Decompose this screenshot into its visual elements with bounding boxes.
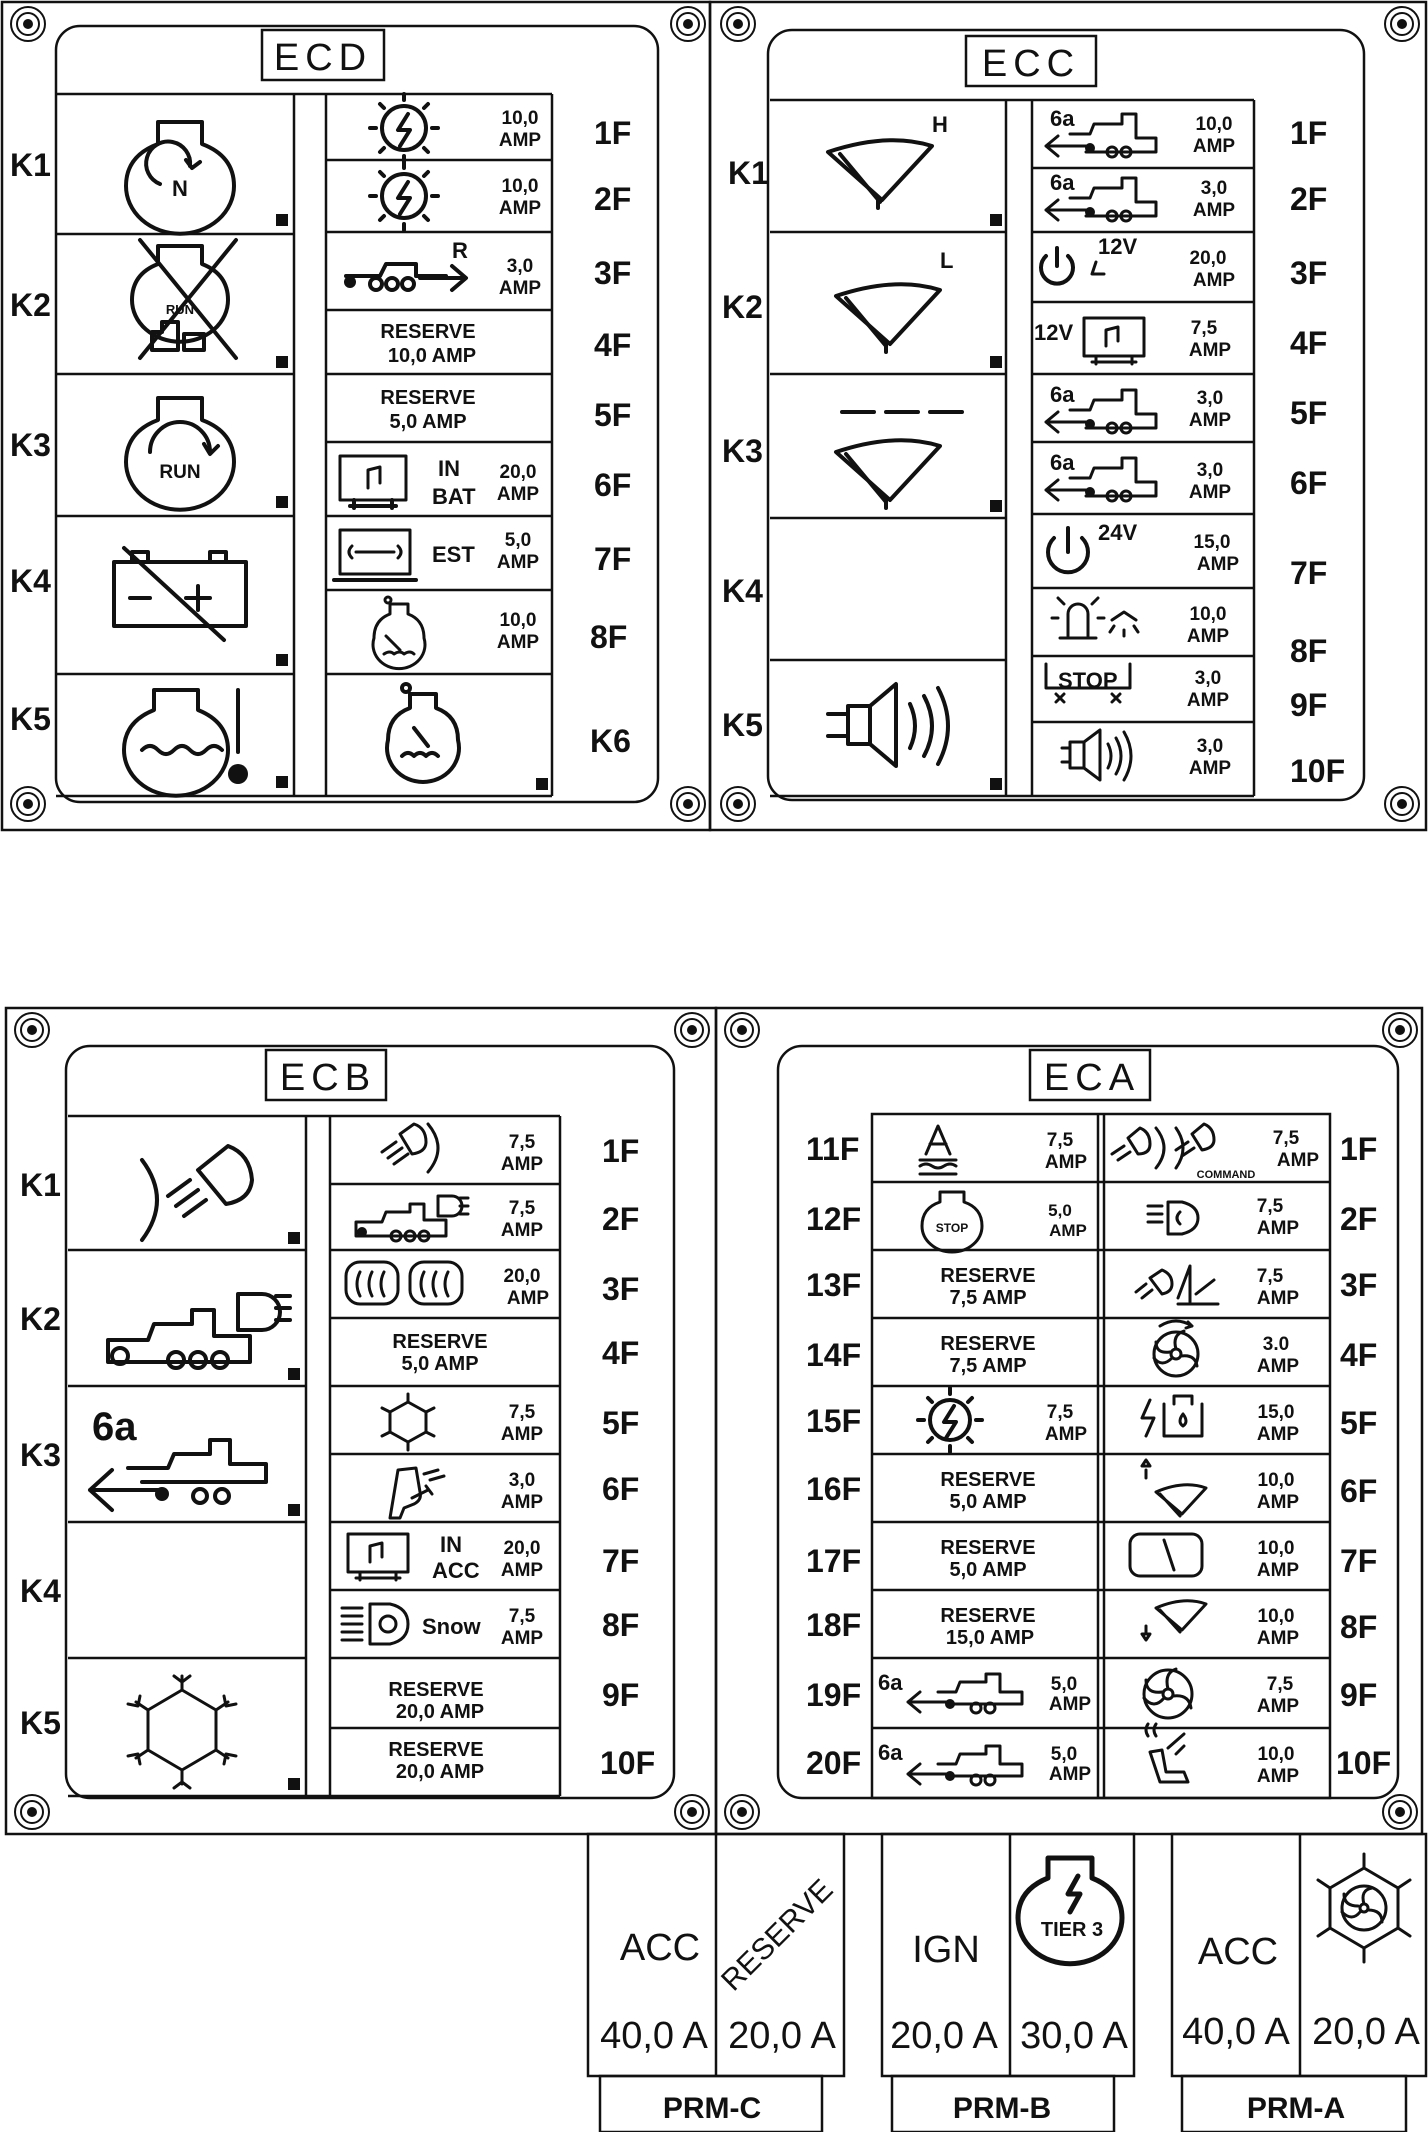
relay-label: K5	[20, 1705, 61, 1741]
svg-text:20,0 AMP: 20,0 AMP	[395, 1701, 485, 1723]
svg-text:30,0 A: 30,0 A	[1020, 2015, 1128, 2057]
svg-text:ACC: ACC	[432, 1558, 480, 1583]
svg-text:AMP: AMP	[1256, 1560, 1300, 1581]
fuse-label: 4F	[594, 327, 632, 363]
svg-text:3.0: 3.0	[1262, 1334, 1290, 1355]
svg-text:7,5: 7,5	[1256, 1266, 1284, 1287]
horn-icon	[1062, 730, 1131, 780]
engine-no-run-icon	[132, 240, 236, 358]
fuse-label: 3F	[1340, 1267, 1378, 1303]
relay-label: K3	[20, 1437, 61, 1473]
svg-text:AMP: AMP	[1192, 200, 1236, 221]
svg-text:20,0 A: 20,0 A	[1312, 2011, 1420, 2053]
svg-text:AMP: AMP	[1188, 758, 1232, 779]
svg-text:6a: 6a	[878, 1670, 903, 1695]
svg-text:6a: 6a	[1050, 106, 1075, 131]
relay-label: K4	[722, 573, 763, 609]
fuse-label: 5F	[594, 397, 632, 433]
fuse-label: 2F	[602, 1201, 640, 1237]
svg-text:3,0: 3,0	[1194, 668, 1222, 689]
svg-text:RESERVE: RESERVE	[388, 1739, 484, 1761]
svg-text:AMP: AMP	[496, 552, 540, 573]
svg-text:AMP: AMP	[498, 130, 542, 151]
svg-text:AMP: AMP	[1276, 1150, 1320, 1171]
alternator-icon	[918, 1388, 982, 1452]
fuse-label: 6F	[602, 1471, 640, 1507]
svg-text:AMP: AMP	[496, 632, 540, 653]
fuse-label: 4F	[1340, 1337, 1378, 1373]
svg-text:7,5: 7,5	[508, 1606, 536, 1627]
fuse-label: 5F	[1340, 1405, 1378, 1441]
fuse-label: 8F	[590, 619, 628, 655]
svg-text:RESERVE: RESERVE	[940, 1605, 1036, 1627]
svg-text:AMP: AMP	[1192, 136, 1236, 157]
svg-text:AMP: AMP	[1186, 690, 1230, 711]
fuse-label: 10F	[1290, 753, 1346, 789]
svg-text:7,5 AMP: 7,5 AMP	[949, 1355, 1027, 1377]
front-washer-icon	[1142, 1460, 1206, 1516]
svg-text:7,5: 7,5	[508, 1402, 536, 1423]
svg-text:3,0: 3,0	[1196, 388, 1224, 409]
command-lights-icon	[1112, 1124, 1214, 1168]
svg-text:AMP: AMP	[500, 1154, 544, 1175]
fuse-label: 16F	[806, 1471, 862, 1507]
svg-text:AMP: AMP	[500, 1220, 544, 1241]
prm-c	[588, 1834, 844, 2132]
horn-icon	[828, 684, 948, 766]
svg-text:N: N	[172, 176, 188, 201]
svg-text:IN: IN	[438, 456, 460, 481]
svg-text:10,0: 10,0	[501, 176, 539, 197]
svg-text:RESERVE: RESERVE	[940, 1333, 1036, 1355]
svg-text:10,0: 10,0	[1195, 114, 1233, 135]
svg-text:7,5: 7,5	[1190, 318, 1218, 339]
svg-text:10,0: 10,0	[501, 108, 539, 129]
machine-light-icon	[356, 1196, 468, 1241]
svg-text:20,0: 20,0	[1189, 248, 1227, 269]
work-light-icon	[142, 1146, 252, 1240]
wiper-intermittent-icon	[836, 412, 962, 508]
relay-label: K3	[722, 433, 763, 469]
svg-text:15,0: 15,0	[1257, 1402, 1295, 1423]
svg-text:BAT: BAT	[432, 484, 476, 509]
fuse-label: 6F	[594, 467, 632, 503]
engine-fluid-icon	[387, 684, 459, 782]
battery-disconnect-icon	[114, 548, 246, 640]
svg-text:TIER 3: TIER 3	[1040, 1919, 1104, 1941]
boom-light-icon	[1136, 1266, 1218, 1304]
svg-text:6a: 6a	[1050, 382, 1075, 407]
fan-icon	[1144, 1669, 1192, 1718]
6a-machine-icon	[908, 1674, 1022, 1785]
svg-text:20,0: 20,0	[503, 1538, 541, 1559]
svg-text:7,5: 7,5	[1046, 1402, 1074, 1423]
relay-label: K2	[20, 1301, 61, 1337]
svg-text:5,0: 5,0	[1050, 1674, 1078, 1695]
fuse-label: 1F	[594, 115, 632, 151]
fuse-label: 7F	[594, 541, 632, 577]
fuse-label: 7F	[602, 1543, 640, 1579]
svg-text:RUN: RUN	[159, 462, 201, 483]
svg-text:AMP: AMP	[1049, 1221, 1087, 1240]
fuse-label: 9F	[602, 1677, 640, 1713]
relay-label: K2	[722, 289, 763, 325]
svg-text:3,0: 3,0	[1200, 178, 1228, 199]
svg-text:5,0: 5,0	[504, 530, 532, 551]
relay-label: K3	[10, 427, 51, 463]
svg-text:10,0: 10,0	[1257, 1606, 1295, 1627]
prm-label: PRM-B	[952, 2092, 1052, 2125]
fuse-label: 1F	[1340, 1131, 1378, 1167]
svg-text:Snow: Snow	[422, 1614, 481, 1639]
svg-text:RESERVE: RESERVE	[388, 1679, 484, 1701]
relay-label: K2	[10, 287, 51, 323]
fuse-label: 20F	[806, 1745, 862, 1781]
relay-label: K1	[20, 1167, 61, 1203]
relay-label: K5	[722, 707, 763, 743]
power-24v-icon	[1048, 528, 1088, 572]
relay-label: K1	[10, 147, 51, 183]
reverse-machine-icon	[344, 264, 466, 290]
panel-ecb	[6, 1008, 716, 1834]
svg-text:5,0 AMP: 5,0 AMP	[389, 411, 467, 433]
wiper-high-icon	[828, 140, 932, 208]
svg-text:7,5 AMP: 7,5 AMP	[949, 1287, 1027, 1309]
svg-text:AMP: AMP	[500, 1424, 544, 1445]
svg-text:12V: 12V	[1098, 234, 1138, 259]
diagnostic-icon	[334, 530, 416, 580]
svg-text:AMP: AMP	[500, 1492, 544, 1513]
fuse-label: 11F	[806, 1131, 860, 1167]
svg-text:15,0: 15,0	[1193, 532, 1231, 553]
fuse-label: 5F	[602, 1405, 640, 1441]
svg-text:RESERVE: RESERVE	[940, 1469, 1036, 1491]
fuse-label: 1F	[602, 1133, 640, 1169]
fuse-label: 7F	[1340, 1543, 1378, 1579]
svg-text:AMP: AMP	[1044, 1424, 1088, 1445]
svg-text:7,5: 7,5	[1256, 1196, 1284, 1217]
svg-text:12V: 12V	[1034, 320, 1074, 345]
coolant-temperature-icon	[124, 690, 248, 796]
svg-text:ACC: ACC	[619, 1927, 701, 1969]
svg-text:EST: EST	[432, 542, 475, 567]
svg-text:10,0: 10,0	[1257, 1744, 1295, 1765]
svg-text:STOP: STOP	[935, 1221, 969, 1235]
svg-text:10,0: 10,0	[1189, 604, 1227, 625]
svg-text:AMP: AMP	[1256, 1218, 1300, 1239]
svg-text:RESERVE: RESERVE	[940, 1265, 1036, 1287]
svg-text:3,0: 3,0	[506, 256, 534, 277]
svg-text:10,0 AMP: 10,0 AMP	[387, 345, 477, 367]
prm-label: PRM-C	[662, 2092, 762, 2125]
svg-text:IN: IN	[440, 1532, 462, 1557]
fuse-label: 3F	[594, 255, 632, 291]
rear-washer-icon	[1142, 1601, 1206, 1640]
fuse-label: 17F	[806, 1543, 862, 1579]
fuse-table	[1032, 100, 1345, 796]
svg-text:RESERVE: RESERVE	[940, 1537, 1036, 1559]
svg-text:AMP: AMP	[1256, 1356, 1300, 1377]
svg-text:COMMAND: COMMAND	[1196, 1169, 1256, 1181]
svg-text:7,5: 7,5	[508, 1132, 536, 1153]
svg-text:AMP: AMP	[1188, 340, 1232, 361]
relay-label: K5	[10, 701, 51, 737]
seat-icon	[390, 1468, 444, 1518]
defrost-icon	[346, 1262, 462, 1304]
svg-text:AMP: AMP	[498, 278, 542, 299]
svg-text:AMP: AMP	[496, 484, 540, 505]
fuse-label: 3F	[1290, 255, 1328, 291]
ac-fan-icon	[1318, 1854, 1410, 1962]
svg-text:RESERVE: RESERVE	[380, 321, 476, 343]
fuse-label: 7F	[1290, 555, 1328, 591]
heated-seat-icon	[1146, 1724, 1188, 1782]
svg-text:6a: 6a	[878, 1740, 903, 1765]
svg-text:AMP: AMP	[1192, 270, 1236, 291]
relay-label: K1	[728, 155, 769, 191]
fuse-label: 9F	[1290, 687, 1328, 723]
svg-text:AMP: AMP	[1256, 1696, 1300, 1717]
relay-label: K4	[20, 1573, 61, 1609]
prm-label: PRM-A	[1246, 2092, 1346, 2125]
svg-text:AMP: AMP	[1188, 410, 1232, 431]
svg-text:ACC: ACC	[1197, 1931, 1279, 1973]
svg-text:7,5: 7,5	[1272, 1128, 1300, 1149]
svg-text:IGN: IGN	[912, 1929, 980, 1971]
panel-title: ECA	[1043, 1057, 1141, 1099]
svg-text:10,0: 10,0	[499, 610, 537, 631]
svg-text:AMP: AMP	[506, 1288, 550, 1309]
fan-reverse-icon	[1154, 1321, 1198, 1376]
fuse-label: 1F	[1290, 115, 1328, 151]
svg-text:6a: 6a	[1050, 170, 1075, 195]
alternator-icon	[370, 94, 438, 230]
fuse-label: K6	[590, 723, 631, 759]
fuse-label: 2F	[594, 181, 632, 217]
svg-text:AMP: AMP	[1048, 1694, 1092, 1715]
svg-text:5,0: 5,0	[1048, 1201, 1072, 1220]
fuse-label: 15F	[806, 1403, 862, 1439]
fuse-table	[330, 1116, 655, 1796]
pressure-warning-icon	[920, 1126, 956, 1174]
fuse-label: 8F	[1340, 1609, 1378, 1645]
svg-text:RESERVE: RESERVE	[392, 1331, 488, 1353]
svg-text:AMP: AMP	[1044, 1152, 1088, 1173]
radio-icon	[340, 456, 406, 508]
engine-run-icon	[126, 398, 234, 510]
fuse-label: 19F	[806, 1677, 862, 1713]
svg-text:AMP: AMP	[1186, 626, 1230, 647]
panel-ecc	[710, 2, 1426, 830]
svg-text:6a: 6a	[92, 1405, 137, 1449]
radio-icon	[348, 1534, 408, 1580]
svg-text:AMP: AMP	[500, 1628, 544, 1649]
svg-text:5,0 AMP: 5,0 AMP	[949, 1559, 1027, 1581]
svg-text:RESERVE: RESERVE	[380, 387, 476, 409]
fuse-label: 10F	[1336, 1745, 1392, 1781]
svg-text:3,0: 3,0	[508, 1470, 536, 1491]
svg-text:5,0 AMP: 5,0 AMP	[949, 1491, 1027, 1513]
prm-a	[1172, 1834, 1426, 2132]
radio-12v-icon	[1084, 318, 1144, 364]
fuse-label: 8F	[1290, 633, 1328, 669]
fuse-label: 2F	[1290, 181, 1328, 217]
svg-text:AMP: AMP	[1048, 1764, 1092, 1785]
work-light-icon	[382, 1124, 438, 1172]
svg-text:RESERVE: RESERVE	[715, 1873, 840, 1998]
panel-ecd	[2, 2, 710, 830]
wiper-low-icon	[836, 284, 940, 352]
fuse-label: 4F	[602, 1335, 640, 1371]
svg-text:3,0: 3,0	[1196, 460, 1224, 481]
svg-text:5,0: 5,0	[1050, 1744, 1078, 1765]
fuse-label: 12F	[806, 1201, 862, 1237]
fuse-label: 10F	[600, 1745, 656, 1781]
fuse-label: 4F	[1290, 325, 1328, 361]
svg-text:AMP: AMP	[1188, 482, 1232, 503]
power-12v-icon	[1041, 248, 1104, 284]
fuse-label: 6F	[1290, 465, 1328, 501]
snowflake-icon	[128, 1676, 236, 1788]
fuse-label: 8F	[602, 1607, 640, 1643]
rear-wiper-icon	[1130, 1534, 1202, 1576]
svg-text:20,0: 20,0	[503, 1266, 541, 1287]
fuse-label: 5F	[1290, 395, 1328, 431]
fuel-pump-icon	[1142, 1396, 1202, 1436]
svg-text:AMP: AMP	[498, 198, 542, 219]
relay-label: K4	[10, 563, 51, 599]
svg-text:20,0 AMP: 20,0 AMP	[395, 1761, 485, 1783]
panel-title: ECC	[981, 43, 1081, 85]
fuse-label: 9F	[1340, 1677, 1378, 1713]
svg-text:R: R	[452, 238, 468, 263]
svg-text:AMP: AMP	[1196, 554, 1240, 575]
fuse-label: 3F	[602, 1271, 640, 1307]
svg-text:40,0 A: 40,0 A	[1182, 2011, 1290, 2053]
svg-text:15,0 AMP: 15,0 AMP	[945, 1627, 1035, 1649]
prm-b	[882, 1834, 1134, 2132]
svg-text:20,0 A: 20,0 A	[728, 2015, 836, 2057]
svg-text:10,0: 10,0	[1257, 1470, 1295, 1491]
fuse-table	[326, 94, 631, 796]
engine-fluid-icon	[373, 597, 425, 669]
headlight-icon	[1148, 1202, 1198, 1234]
svg-text:AMP: AMP	[1256, 1492, 1300, 1513]
svg-text:24V: 24V	[1098, 520, 1138, 545]
svg-text:AMP: AMP	[1256, 1288, 1300, 1309]
engine-tier3-icon	[1018, 1858, 1122, 1964]
svg-text:STOP: STOP	[1058, 668, 1118, 693]
svg-text:20,0: 20,0	[499, 462, 537, 483]
panel-title: ECD	[273, 37, 373, 79]
fuse-label: 14F	[806, 1337, 862, 1373]
svg-text:7,5: 7,5	[1266, 1674, 1294, 1695]
6a-machine-icon	[90, 1440, 266, 1510]
panel-eca	[716, 1008, 1422, 1834]
svg-text:10,0: 10,0	[1257, 1538, 1295, 1559]
svg-text:AMP: AMP	[500, 1560, 544, 1581]
beacon-icon	[1052, 598, 1138, 638]
svg-text:3,0: 3,0	[1196, 736, 1224, 757]
svg-text:20,0 A: 20,0 A	[890, 2015, 998, 2057]
fuse-label: 6F	[1340, 1473, 1378, 1509]
svg-text:40,0 A: 40,0 A	[600, 2015, 708, 2057]
svg-text:7,5: 7,5	[508, 1198, 536, 1219]
svg-text:6a: 6a	[1050, 450, 1075, 475]
svg-text:5,0 AMP: 5,0 AMP	[401, 1353, 479, 1375]
svg-text:RUN: RUN	[165, 302, 195, 317]
fuse-table	[806, 1114, 1391, 1798]
machine-light-icon	[108, 1294, 290, 1368]
snow-light-icon	[342, 1604, 408, 1644]
svg-text:7,5: 7,5	[1046, 1130, 1074, 1151]
svg-text:AMP: AMP	[1256, 1766, 1300, 1787]
svg-text:AMP: AMP	[1256, 1628, 1300, 1649]
fuse-label: 18F	[806, 1607, 862, 1643]
fuse-label: 2F	[1340, 1201, 1378, 1237]
fuse-label: 13F	[806, 1267, 862, 1303]
svg-text:H: H	[932, 112, 948, 137]
snowflake-icon	[382, 1394, 434, 1450]
svg-text:L: L	[940, 248, 954, 273]
svg-text:AMP: AMP	[1256, 1424, 1300, 1445]
panel-title: ECB	[279, 1057, 377, 1099]
